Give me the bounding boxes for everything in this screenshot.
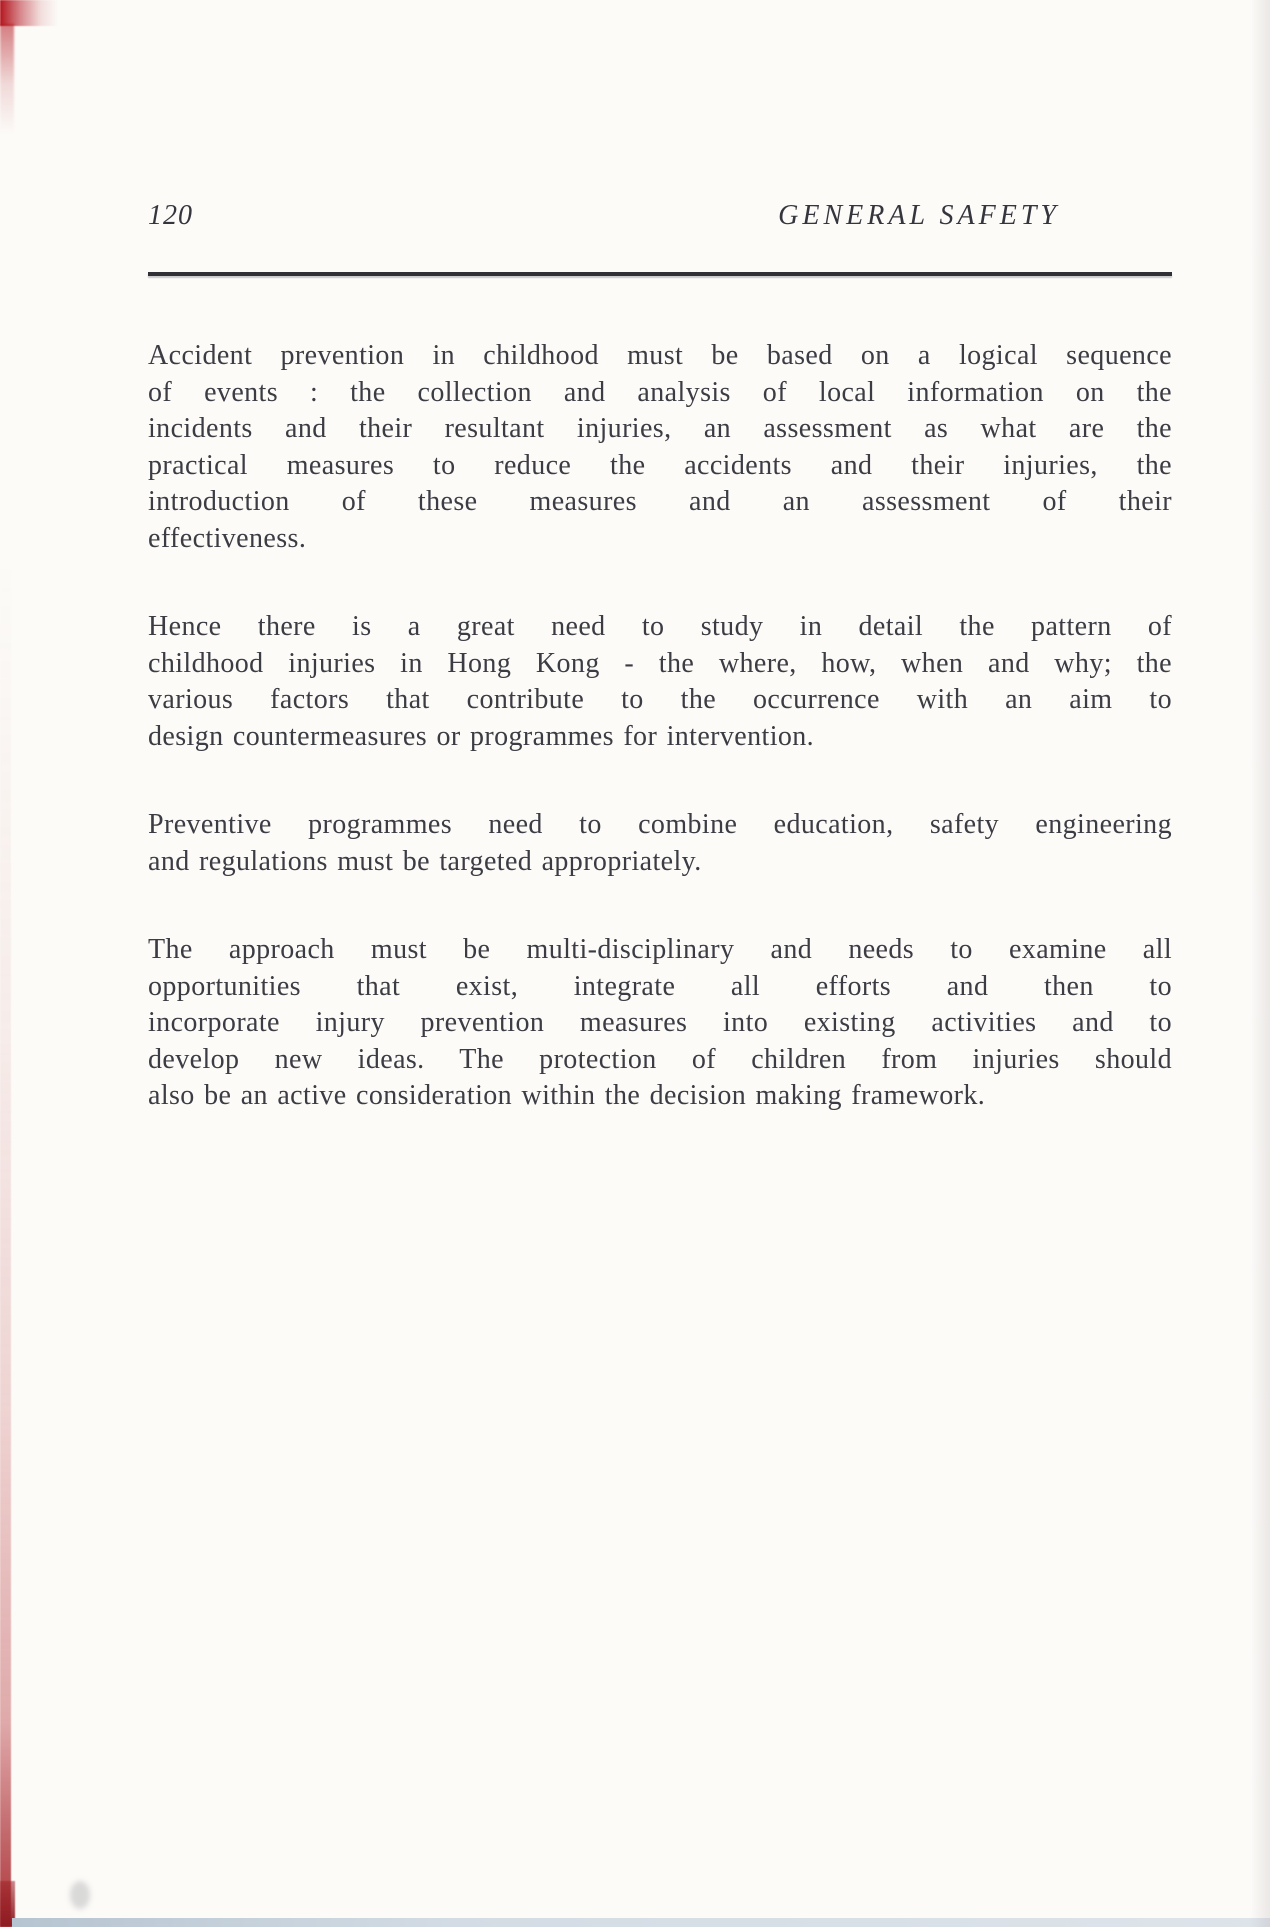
scan-artifact-right-edge-shade: [1250, 0, 1270, 1927]
text-line: incidents and their resultant injuries, an assessment as what are the: [148, 413, 1172, 444]
text-line: Accident prevention in childhood must be based on a logical sequence: [148, 340, 1172, 371]
text-line: practical measures to reduce the accidents and their injuries, the: [148, 449, 1172, 481]
text-line: Hence there is a great need to study in detail the pattern of: [148, 611, 1172, 642]
page-number: 120: [148, 200, 193, 231]
text-line: develop new ideas. The protection of children from injuries should: [148, 1043, 1172, 1075]
header-rule: [148, 272, 1172, 276]
text-line: various factors that contribute to the occurrence with an aim to: [148, 684, 1172, 715]
text-line: design countermeasures or programmes for intervention.: [148, 720, 815, 752]
text-line: The approach must be multi-disciplinary and needs to examine all: [148, 934, 1172, 965]
text-line: opportunities that exist, integrate all efforts and then to: [148, 970, 1172, 1002]
text-line: incorporate injury prevention measures into existing activities and to: [148, 1007, 1172, 1038]
paragraph: [148, 338, 1172, 557]
scan-artifact-top-left-fade: [0, 24, 14, 134]
scan-artifact-left-edge-red-band: [0, 560, 11, 1927]
text-line: Preventive programmes need to combine education, safety engineering: [148, 809, 1172, 840]
text-line: also be an active consideration within the decision making framework.: [148, 1080, 986, 1111]
text-line: of events : the collection and analysis of local information on the: [148, 376, 1172, 408]
paragraph: [148, 807, 1172, 880]
page-body: [148, 338, 1172, 1167]
text-line: childhood injuries in Hong Kong - the where, how, when and why; the: [148, 647, 1172, 679]
text-line: introduction of these measures and an assessment of their: [148, 486, 1172, 517]
scan-artifact-bottom-blue-strip: [12, 1918, 1270, 1927]
running-header: [148, 200, 1060, 232]
scan-artifact-bottom-left-red: [0, 1881, 15, 1927]
text-line: and regulations must be targeted appropriately.: [148, 845, 702, 877]
paragraph: [148, 932, 1172, 1115]
scan-artifact-smudge: [70, 1881, 90, 1909]
text-line: effectiveness.: [148, 522, 307, 554]
running-title: GENERAL SAFETY: [778, 200, 1060, 231]
scan-artifact-top-left-red: [0, 0, 58, 26]
paragraph: [148, 609, 1172, 755]
